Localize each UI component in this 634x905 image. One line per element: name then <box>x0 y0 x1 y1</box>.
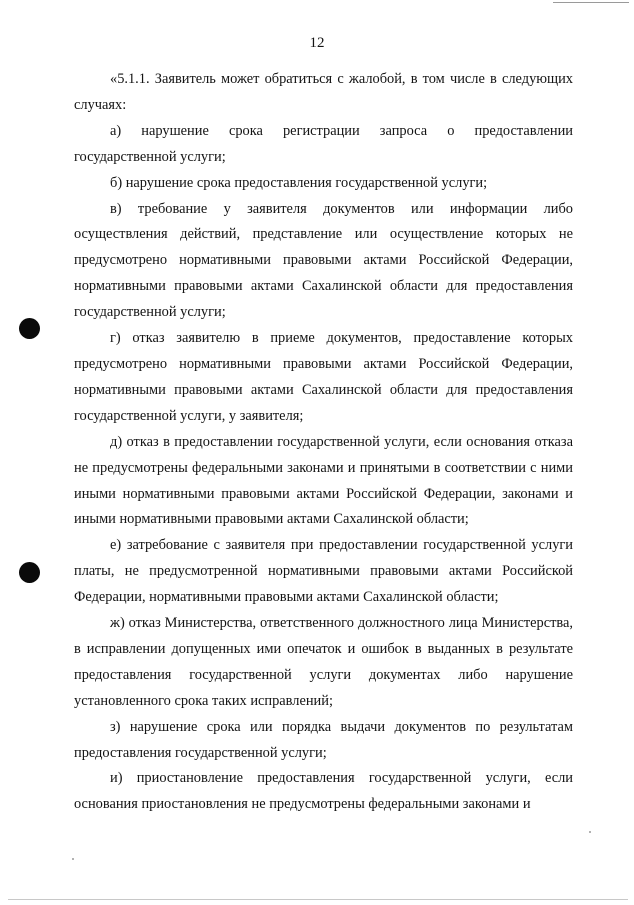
paragraph-item-zh: ж) отказ Министерства, ответственного должностного лица Министерства, в исправлении допущенных ими опечаток и ошибок в выданных в результате предоставления государственной услуги документах либо нарушение установленного срока таких исправлений; <box>74 615 573 709</box>
page-number: 12 <box>309 35 325 51</box>
punch-hole <box>19 562 40 583</box>
paragraph-item-i: и) приостановление предоставления государственной услуги, если основания приостановления не предусмотрены федеральными законами и <box>74 770 573 813</box>
punch-hole <box>19 318 40 339</box>
document-body <box>74 67 573 818</box>
scan-speck <box>72 858 74 860</box>
paragraph-item-z: з) нарушение срока или порядка выдачи документов по результатам предоставления государственной услуги; <box>74 718 573 761</box>
paragraph-intro: «5.1.1. Заявитель может обратиться с жалобой, в том числе в следующих случаях: <box>74 71 573 113</box>
paragraph-item-a: а) нарушение срока регистрации запроса о предоставлении государственной услуги; <box>74 122 573 165</box>
paragraph-item-e: е) затребование с заявителя при предоставлении государственной услуги платы, не предусмотренной нормативными правовыми актами Российской Федерации, нормативными правовыми актами Сахалинской области; <box>74 537 573 606</box>
paragraph-item-g: г) отказ заявителю в приеме документов, предоставление которых предусмотрено нормативными правовыми актами Российской Федерации, нормативными правовыми актами Сахалинской области для предоставления государственной услуги, у заявителя; <box>74 330 573 424</box>
scan-edge-mark <box>553 2 629 3</box>
paragraph-item-b: б) нарушение срока предоставления государственной услуги; <box>110 174 488 191</box>
paragraph-item-d: д) отказ в предоставлении государственной услуги, если основания отказа не предусмотрены федеральными законами и принятыми в соответствии с ними иными нормативными правовыми актами Российской Федерации, законами и иными нормативными правовыми актами Сахалинской области; <box>74 433 573 528</box>
paragraph-item-v: в) требование у заявителя документов или информации либо осуществления действий, представление или осуществление которых не предусмотрено нормативными правовыми актами Российской Федерации, нормативными правовыми актами Сахалинской области для предоставления государственной услуги; <box>74 200 573 321</box>
scan-speck <box>589 831 591 833</box>
scan-edge-mark <box>8 899 628 900</box>
